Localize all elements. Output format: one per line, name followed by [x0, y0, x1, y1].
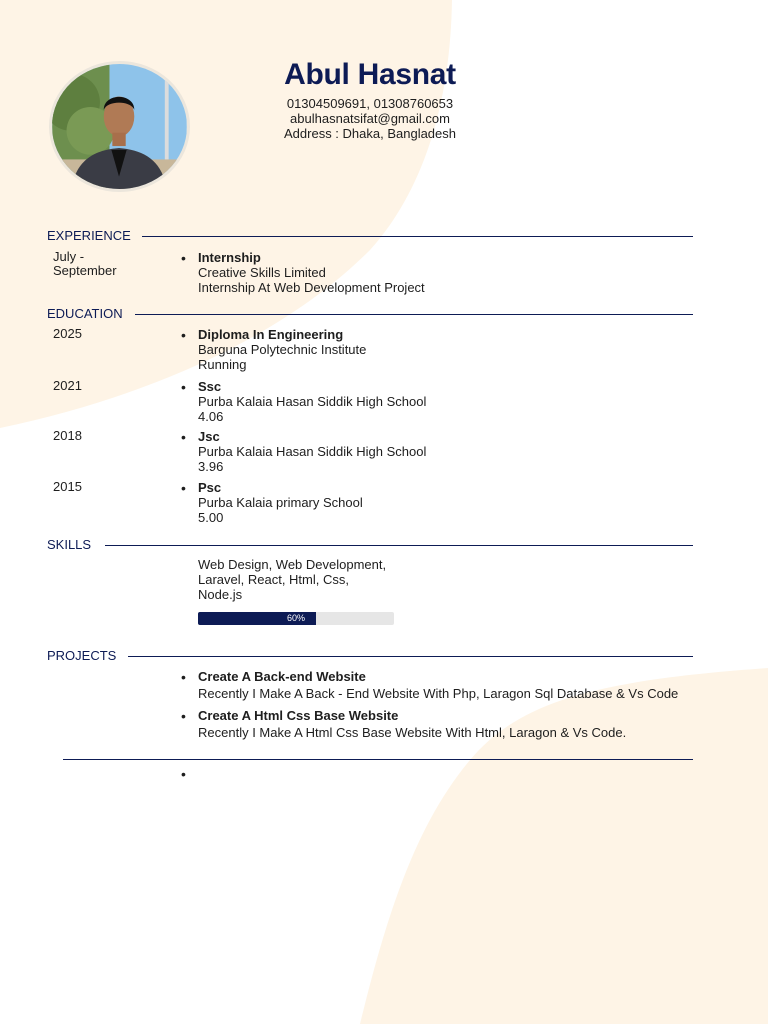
- education-result: 3.96: [198, 459, 224, 474]
- projects-divider: [128, 656, 693, 657]
- education-degree: Ssc: [198, 379, 222, 394]
- education-institute: Purba Kalaia Hasan Siddik High School: [198, 444, 427, 459]
- list-item: [198, 250, 425, 295]
- list-item: [198, 708, 626, 740]
- education-degree: Psc: [198, 480, 222, 495]
- experience-detail: Internship At Web Development Project: [198, 280, 425, 295]
- list-item: [198, 480, 363, 525]
- education-divider: [135, 314, 693, 315]
- skill-progress-label: 60%: [286, 613, 305, 623]
- home-address: Address : Dhaka, Bangladesh: [284, 126, 456, 141]
- projects-heading: PROJECTS: [47, 648, 117, 663]
- empty-bullet: •: [181, 766, 186, 782]
- education-institute: Purba Kalaia Hasan Siddik High School: [198, 394, 427, 409]
- bullet-dot: •: [181, 480, 186, 496]
- project-name: Create A Html Css Base Website: [198, 708, 399, 723]
- project-name: Create A Back-end Website: [198, 669, 366, 684]
- education-heading: EDUCATION: [47, 306, 123, 321]
- bullet-dot: •: [181, 327, 186, 343]
- skill-progress-bar: [198, 612, 394, 625]
- list-item: [198, 429, 426, 474]
- skills-list: Web Design, Web Development, Laravel, React, Html, Css, Node.js: [198, 557, 387, 602]
- bullet-dot: •: [181, 379, 186, 395]
- bullet-dot: •: [181, 250, 186, 266]
- avatar: [52, 64, 187, 189]
- bullet-dot: •: [181, 429, 186, 445]
- footer-divider: [63, 759, 693, 760]
- experience-heading: EXPERIENCE: [47, 228, 131, 243]
- experience-date: July - September: [53, 249, 117, 278]
- education-result: Running: [198, 357, 247, 372]
- project-description: Recently I Make A Back - End Website With Php, Laragon Sql Database & Vs Code: [198, 686, 679, 701]
- list-item: [198, 669, 678, 701]
- profile-photo: [49, 61, 190, 192]
- email-address: abulhasnatsifat@gmail.com: [290, 111, 450, 126]
- education-degree: Jsc: [198, 429, 220, 444]
- bullet-dot: •: [181, 708, 186, 724]
- education-result: 4.06: [198, 409, 224, 424]
- education-year: 2025: [53, 326, 82, 341]
- education-year: 2021: [53, 378, 82, 393]
- phone-numbers: 01304509691, 01308760653: [286, 96, 454, 111]
- education-degree: Diploma In Engineering: [198, 327, 344, 342]
- education-year: 2018: [53, 428, 82, 443]
- experience-org: Creative Skills Limited: [198, 265, 326, 280]
- education-year: 2015: [53, 479, 82, 494]
- bullet-dot: •: [181, 669, 186, 685]
- skills-divider: [105, 545, 693, 546]
- education-institute: Barguna Polytechnic Institute: [198, 342, 367, 357]
- experience-divider: [142, 236, 693, 237]
- candidate-name: Abul Hasnat: [284, 58, 456, 91]
- education-institute: Purba Kalaia primary School: [198, 495, 363, 510]
- list-item: [198, 379, 426, 424]
- experience-role: Internship: [198, 250, 261, 265]
- project-description: Recently I Make A Html Css Base Website With Html, Laragon & Vs Code.: [198, 725, 627, 740]
- education-result: 5.00: [198, 510, 224, 525]
- skills-heading: SKILLS: [47, 537, 92, 552]
- list-item: [198, 327, 366, 372]
